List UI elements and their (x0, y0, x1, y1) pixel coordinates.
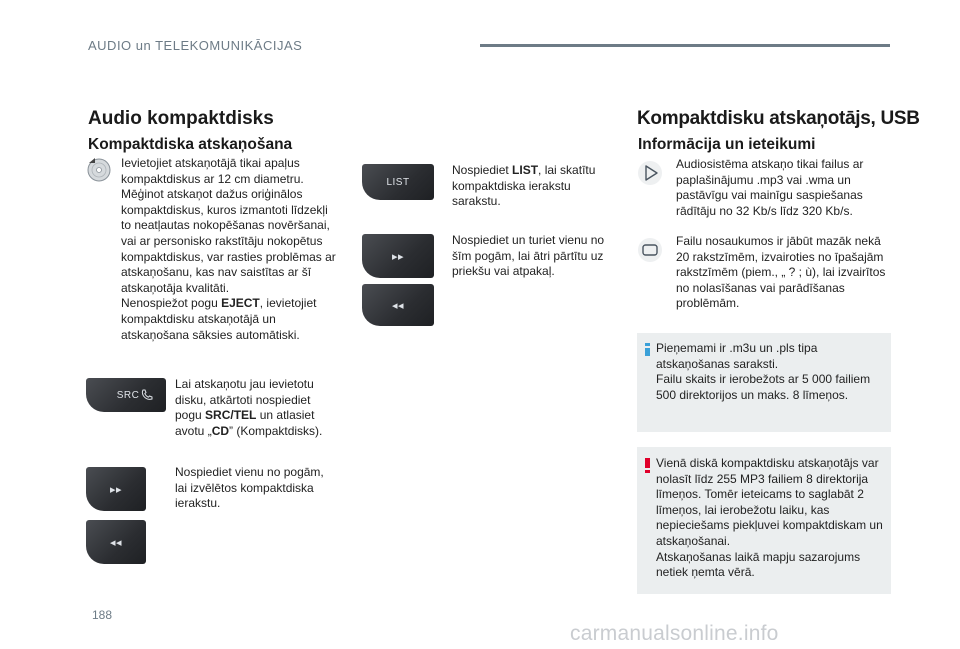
insert-text-2: Mēģinot atskaņot dažus oriģinālos kompaktdiskus, kuros izmantoti līdzekļi to neatļautas nokopēšanas novēršanai, vai ar personisko rakstītāju nokopētus kompaktdiskus, var rasties problēmas ar atskaņošanu, kas nav saistītas ar šī atskaņotāja kvalitāti. (121, 187, 336, 295)
list-button-label: LIST (386, 176, 410, 188)
cd-disc-icon (86, 157, 112, 183)
section-subtitle: Kompaktdiska atskaņošana (88, 136, 293, 153)
page-title: Audio kompaktdisks (88, 108, 274, 129)
list-instruction: Nospiediet LIST, lai skatītu kompaktdiska ierakstu sarakstu. (452, 163, 596, 209)
formats-info: Audiosistēma atskaņo tikai failus ar paplašinājumu .mp3 vai .wma un pastāvīgu vai mainīgu saspiešanas rādītāju no 32 Kb/s līdz 320 Kb/s. (676, 157, 864, 218)
warning-icon (645, 458, 650, 473)
list-key: LIST (512, 163, 539, 177)
fast-forward-button[interactable] (362, 234, 434, 278)
play-icon (637, 160, 663, 186)
info-box-text: Pieņemami ir .m3u un .pls tipa atskaņošanas saraksti. Failu skaits ir ierobežots ar 5 000 failiem 500 direktorijos un maks. 8 līmeņos. (656, 341, 871, 402)
filenames-info: Failu nosaukumos ir jābūt mazāk nekā 20 rakstzīmēm, izvairoties no īpašajām rakstzīmēm (piem., „ ? ; ù), lai izvairītos no nolasīšanas vai parādīšanas problēmām. (676, 234, 886, 311)
rewind-icon: ◂◂ (109, 536, 123, 549)
fast-rewind-button[interactable] (362, 284, 434, 326)
src-tel-button[interactable] (86, 378, 166, 412)
track-select-instruction: Nospiediet vienu no pogām, lai izvēlētos kompaktdiska ierakstu. (175, 465, 324, 511)
next-track-button[interactable] (86, 467, 146, 511)
fast-forward-icon: ▸▸ (109, 483, 123, 496)
insert-instructions (121, 156, 339, 343)
src-tel-key: SRC/TEL (205, 408, 257, 423)
fast-forward-icon: ▸▸ (391, 250, 405, 263)
display-icon (637, 237, 663, 263)
phone-icon (141, 389, 153, 401)
rewind-icon: ◂◂ (391, 299, 405, 312)
eject-instruction: Nenospiežot pogu EJECT, ievietojiet kompaktdisku atskaņotājā un atskaņošana sāksies automātiski. (121, 296, 317, 342)
src-button-label: SRC (116, 389, 140, 401)
previous-track-button[interactable] (86, 520, 146, 564)
src-instruction: Lai atskaņotu jau ievietotu disku, atkārtoti nospiediet pogu SRC/TEL un atlasiet avotu „CD” (Kompaktdisks). (175, 377, 323, 438)
right-subtitle: Informācija un ieteikumi (638, 136, 816, 153)
header-divider (480, 44, 890, 47)
right-title: Kompaktdisku atskaņotājs, USB (637, 108, 920, 129)
warning-box-text: Vienā diskā kompaktdisku atskaņotājs var nolasīt līdz 255 MP3 failiem 8 direktorija līmeņos. Tomēr ieteicams to saglabāt 2 līmeņos, lai ierobežotu laiku, kas nepieciešams piekļuvei kompaktdiskam un atskaņošanai. Atskaņošanas laikā mapju sazarojums netiek ņemta vērā. (656, 456, 883, 580)
cd-source-key: CD (211, 423, 230, 438)
info-icon (645, 343, 650, 356)
fast-wind-instruction: Nospiediet un turiet vienu no šīm pogām, lai ātri pārtītu uz priekšu vai atpakaļ. (452, 233, 605, 279)
page-number: 188 (92, 608, 113, 622)
insert-text-1: Ievietojiet atskaņotājā tikai apaļus kompaktdiskus ar 12 cm diametru. (121, 156, 304, 186)
list-button[interactable] (362, 164, 434, 200)
eject-key: EJECT (221, 296, 260, 311)
section-header: AUDIO un TELEKOMUNIKĀCIJAS (88, 38, 303, 53)
watermark: carmanualsonline.info (570, 622, 779, 645)
